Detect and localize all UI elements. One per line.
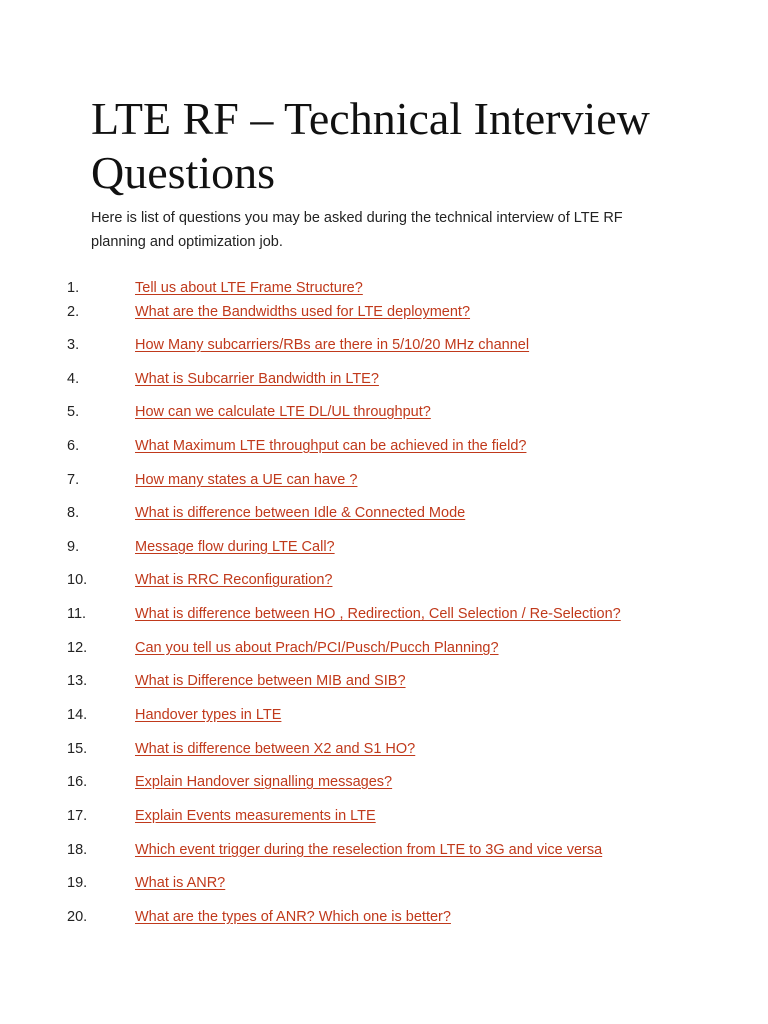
question-number: 3. bbox=[67, 337, 80, 353]
question-item bbox=[0, 806, 768, 826]
question-number: 7. bbox=[67, 472, 80, 488]
question-link[interactable]: What are the Bandwidths used for LTE deployment? bbox=[135, 304, 471, 320]
question-link[interactable]: What is difference between Idle & Connected Mode bbox=[135, 505, 466, 521]
question-number: 16. bbox=[67, 774, 88, 790]
question-item bbox=[0, 638, 768, 658]
question-item bbox=[0, 537, 768, 557]
question-number: 8. bbox=[67, 505, 80, 521]
question-item bbox=[0, 840, 768, 860]
question-number: 5. bbox=[67, 404, 80, 420]
question-item bbox=[0, 570, 768, 590]
question-item bbox=[0, 671, 768, 691]
question-item bbox=[0, 402, 768, 422]
question-number: 14. bbox=[67, 707, 88, 723]
question-number: 9. bbox=[67, 539, 80, 555]
question-link[interactable]: What are the types of ANR? Which one is better? bbox=[135, 909, 451, 925]
question-link[interactable]: Tell us about LTE Frame Structure? bbox=[135, 280, 363, 296]
question-item bbox=[0, 907, 768, 927]
question-link[interactable]: Handover types in LTE bbox=[135, 707, 282, 723]
question-number: 4. bbox=[67, 371, 80, 387]
question-number: 19. bbox=[67, 875, 88, 891]
question-link[interactable]: Can you tell us about Prach/PCI/Pusch/Pucch Planning? bbox=[135, 640, 499, 656]
page-title: LTE RF – Technical Interview Questions bbox=[91, 93, 650, 198]
question-item bbox=[0, 369, 768, 389]
question-link[interactable]: How many states a UE can have ? bbox=[135, 472, 358, 488]
question-number: 18. bbox=[67, 842, 88, 858]
question-link[interactable]: What is Difference between MIB and SIB? bbox=[135, 673, 406, 689]
question-item bbox=[0, 302, 768, 322]
question-number: 2. bbox=[67, 304, 80, 320]
question-number: 17. bbox=[67, 808, 88, 824]
question-number: 10. bbox=[67, 572, 88, 588]
question-item bbox=[0, 705, 768, 725]
question-number: 20. bbox=[67, 909, 88, 925]
question-link[interactable]: Explain Handover signalling messages? bbox=[135, 774, 393, 790]
question-number: 1. bbox=[67, 280, 80, 296]
question-link[interactable]: How can we calculate LTE DL/UL throughput? bbox=[135, 404, 431, 420]
question-link[interactable]: Explain Events measurements in LTE bbox=[135, 808, 376, 824]
question-link[interactable]: How Many subcarriers/RBs are there in 5/10/20 MHz channel bbox=[135, 337, 530, 353]
question-item bbox=[0, 335, 768, 355]
question-link[interactable]: What is Subcarrier Bandwidth in LTE? bbox=[135, 371, 379, 387]
intro-paragraph: Here is list of questions you may be asked during the technical interview of LTE RF planning and optimization job. bbox=[91, 210, 623, 250]
question-link[interactable]: What is RRC Reconfiguration? bbox=[135, 572, 333, 588]
question-number: 6. bbox=[67, 438, 80, 454]
question-item bbox=[0, 503, 768, 523]
question-item bbox=[0, 470, 768, 490]
question-number: 12. bbox=[67, 640, 88, 656]
question-link[interactable]: What Maximum LTE throughput can be achieved in the field? bbox=[135, 438, 527, 454]
question-item bbox=[0, 278, 768, 298]
question-link[interactable]: Message flow during LTE Call? bbox=[135, 539, 335, 555]
question-link[interactable]: What is difference between X2 and S1 HO? bbox=[135, 741, 416, 757]
question-item bbox=[0, 436, 768, 456]
question-item bbox=[0, 604, 768, 624]
question-item bbox=[0, 772, 768, 792]
question-item bbox=[0, 873, 768, 893]
question-number: 15. bbox=[67, 741, 88, 757]
question-link[interactable]: What is difference between HO , Redirection, Cell Selection / Re-Selection? bbox=[135, 606, 621, 622]
question-item bbox=[0, 739, 768, 759]
question-number: 11. bbox=[67, 606, 87, 622]
question-number: 13. bbox=[67, 673, 88, 689]
question-link[interactable]: Which event trigger during the reselection from LTE to 3G and vice versa bbox=[135, 842, 603, 858]
question-link[interactable]: What is ANR? bbox=[135, 875, 226, 891]
